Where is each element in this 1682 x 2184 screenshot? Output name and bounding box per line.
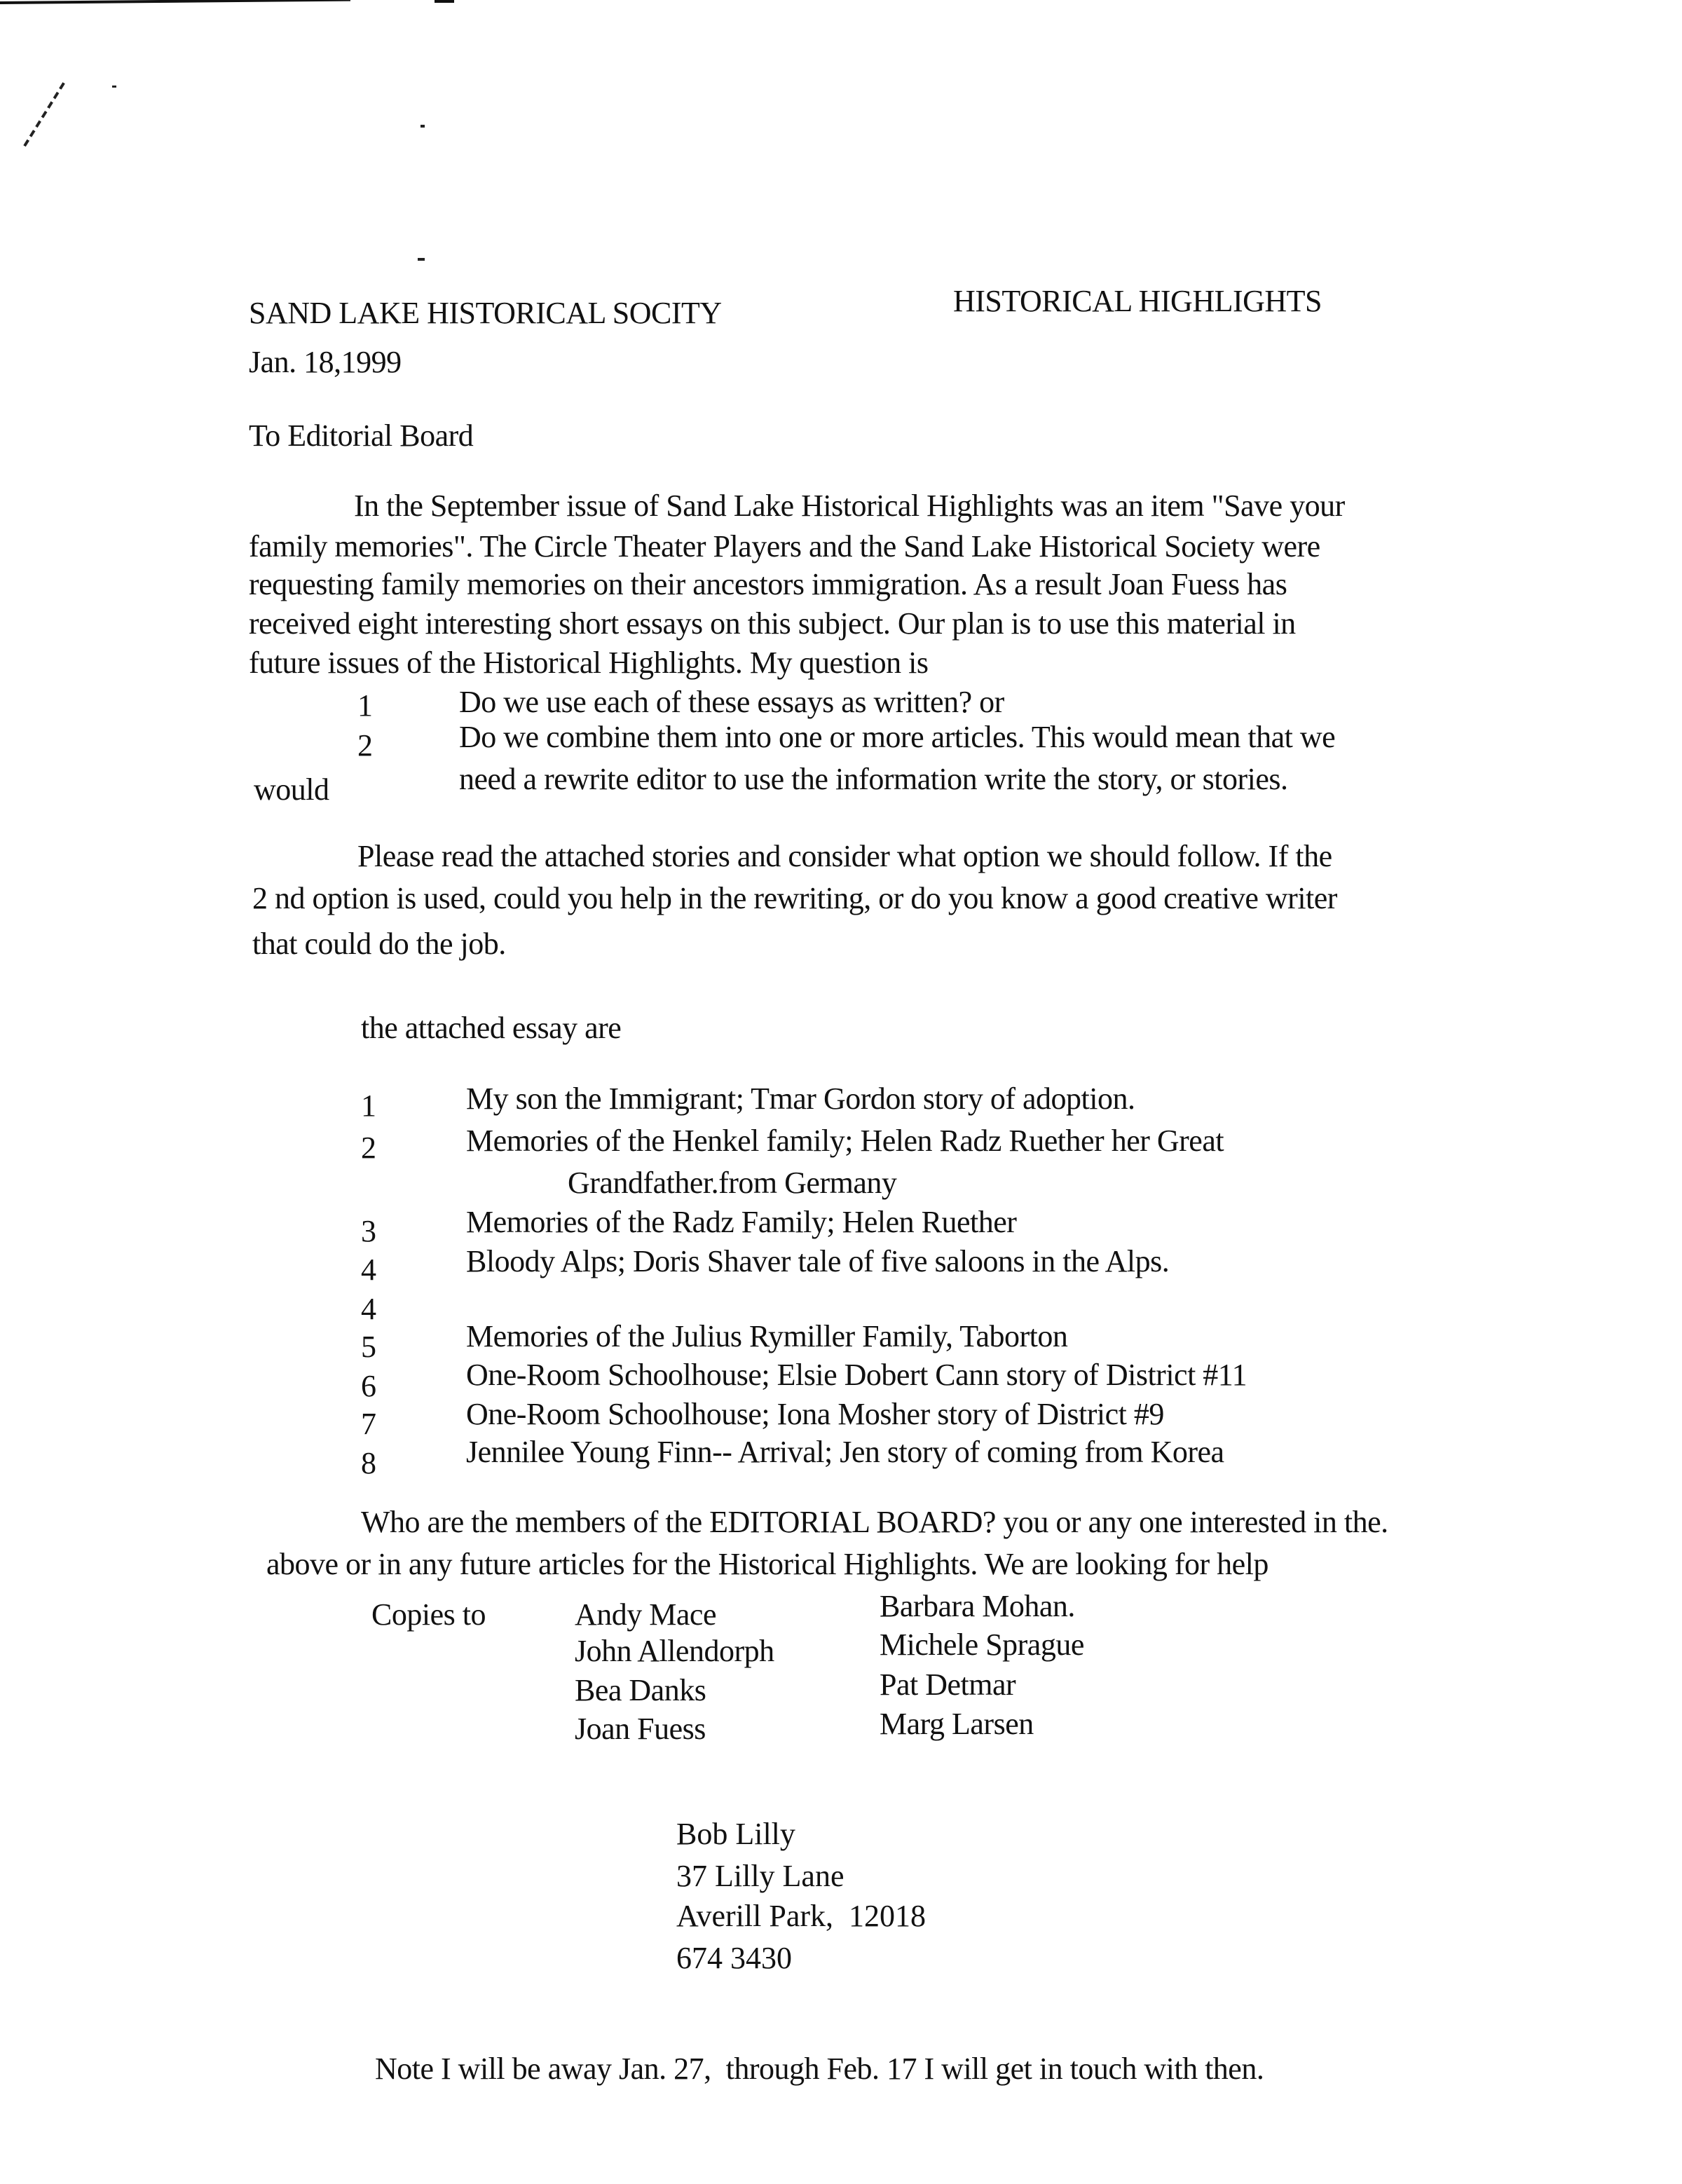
intro-line: In the September issue of Sand Lake Historical Highlights was an item "Save your (354, 489, 1345, 523)
copy-recipient: Pat Detmar (880, 1667, 1016, 1702)
essay-title: Jennilee Young Finn-- Arrival; Jen story of coming from Korea (466, 1435, 1224, 1469)
essay-number: 4 (361, 1292, 376, 1326)
scan-edge-line (0, 0, 350, 4)
question-text: Do we use each of these essays as written? or (459, 685, 1004, 719)
essays-intro: the attached essay are (361, 1011, 622, 1045)
copy-recipient: Barbara Mohan. (880, 1589, 1075, 1623)
question-continuation-word: would (254, 772, 329, 807)
copy-recipient: Joan Fuess (575, 1712, 706, 1746)
signer-name: Bob Lilly (676, 1817, 795, 1851)
request-line: Please read the attached stories and consider what option we should follow. If the (357, 839, 1332, 873)
essay-number: 6 (361, 1369, 376, 1403)
scan-speck (420, 125, 425, 128)
essay-number: 8 (361, 1446, 376, 1480)
salutation: To Editorial Board (249, 418, 474, 453)
signer-city-zip: Averill Park, 12018 (676, 1899, 927, 1933)
intro-line: received eight interesting short essays on this subject. Our plan is to use this material in (249, 606, 1296, 641)
essay-title: One-Room Schoolhouse; Elsie Dobert Cann story of District #11 (466, 1358, 1247, 1392)
copy-recipient: Michele Sprague (880, 1627, 1084, 1662)
letter-date: Jan. 18,1999 (249, 345, 402, 379)
away-note: Note I will be away Jan. 27, through Feb. 17 I will get in touch with then. (375, 2052, 1264, 2086)
scan-speck (418, 258, 425, 261)
copy-recipient: John Allendorph (575, 1634, 774, 1668)
intro-line: requesting family memories on their ancestors immigration. As a result Joan Fuess has (249, 567, 1287, 601)
request-line: that could do the job. (252, 927, 506, 961)
question-text: Do we combine them into one or more articles. This would mean that we (459, 720, 1336, 754)
request-line: 2 nd option is used, could you help in the rewriting, or do you know a good creative writer (252, 881, 1337, 915)
organization-name: SAND LAKE HISTORICAL SOCITY (249, 296, 722, 330)
essay-number: 3 (361, 1214, 376, 1248)
copy-recipient: Andy Mace (575, 1597, 716, 1632)
publication-name: HISTORICAL HIGHLIGHTS (953, 284, 1322, 318)
essay-number: 7 (361, 1407, 376, 1441)
closing-line: Who are the members of the EDITORIAL BOARD? you or any one interested in the. (361, 1505, 1388, 1539)
essay-number: 5 (361, 1330, 376, 1364)
question-continuation-text: need a rewrite editor to use the information write the story, or stories. (459, 762, 1288, 796)
essay-title: My son the Immigrant; Tmar Gordon story of adoption. (466, 1081, 1135, 1116)
scan-speck (112, 86, 116, 88)
essay-title: Memories of the Julius Rymiller Family, Taborton (466, 1319, 1068, 1353)
scan-edge-mark (435, 0, 454, 3)
essay-title: One-Room Schoolhouse; Iona Mosher story of District #9 (466, 1397, 1164, 1431)
essay-number: 1 (361, 1088, 376, 1123)
signer-phone: 674 3430 (676, 1941, 792, 1975)
question-number: 1 (357, 688, 373, 723)
essay-number: 4 (361, 1253, 376, 1287)
copy-recipient: Marg Larsen (880, 1707, 1034, 1741)
copies-label: Copies to (371, 1597, 486, 1632)
signer-street: 37 Lilly Lane (676, 1859, 845, 1893)
essay-title: Bloody Alps; Doris Shaver tale of five saloons in the Alps. (466, 1244, 1170, 1278)
copy-recipient: Bea Danks (575, 1673, 706, 1707)
essay-number: 2 (361, 1131, 376, 1165)
intro-line: family memories". The Circle Theater Players and the Sand Lake Historical Society were (249, 529, 1320, 564)
essay-title: Memories of the Radz Family; Helen Ruether (466, 1205, 1017, 1239)
essay-title: Memories of the Henkel family; Helen Radz Ruether her Great (466, 1124, 1224, 1158)
scan-artifact-slash (22, 82, 65, 149)
intro-line: future issues of the Historical Highlights. My question is (249, 646, 929, 680)
question-number: 2 (357, 728, 373, 763)
closing-line: above or in any future articles for the Historical Highlights. We are looking for help (266, 1547, 1269, 1581)
essay-title-continuation: Grandfather.from Germany (568, 1166, 897, 1200)
